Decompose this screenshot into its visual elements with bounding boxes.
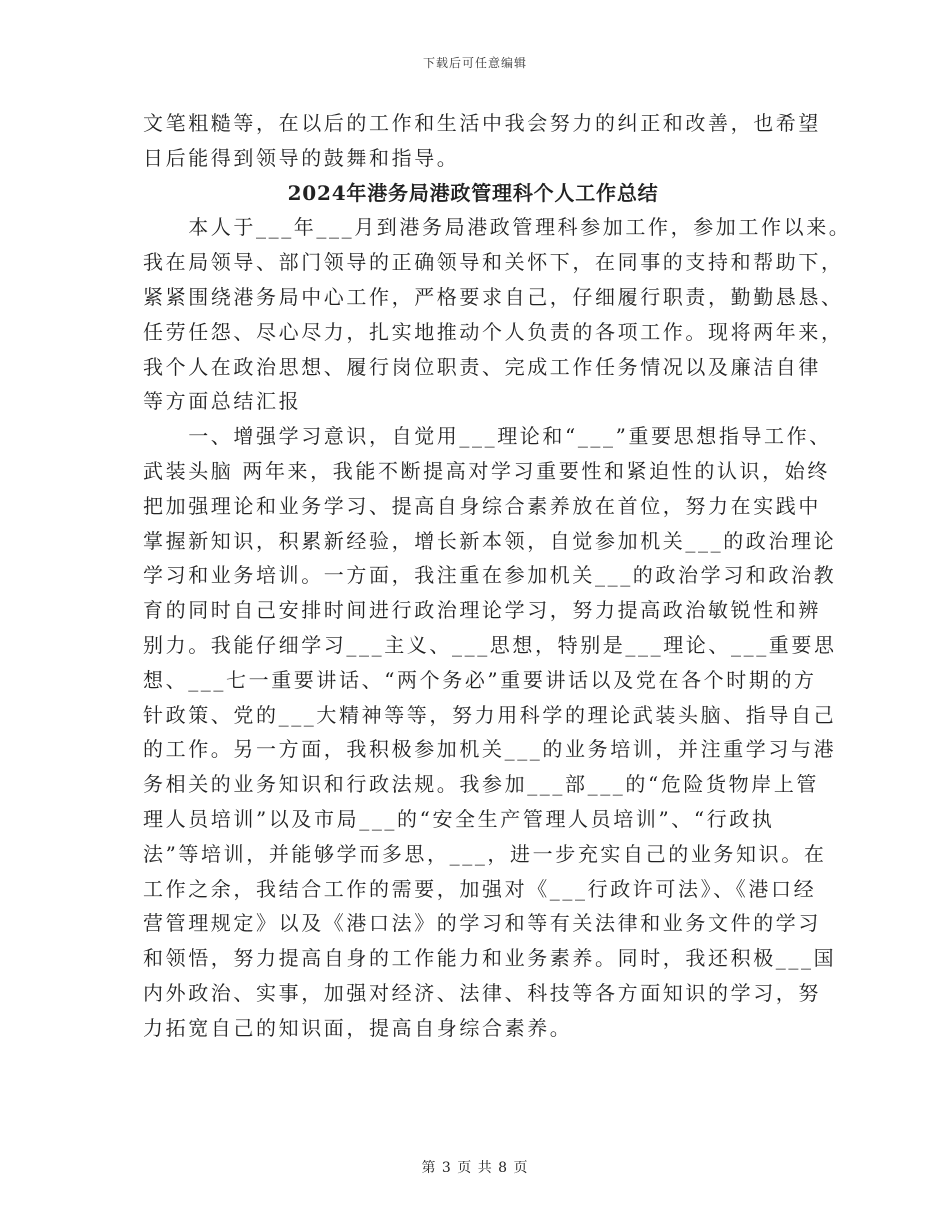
text-line: 工作之余，我结合工作的需要，加强对《___行政许可法》、《港口经 (143, 876, 817, 901)
text-line: 别力。我能仔细学习___主义、___思想，特别是___理论、___重要思 (143, 632, 837, 657)
page-header: 下载后可任意编辑 (422, 56, 527, 70)
text-line: 务相关的业务知识和行政法规。我参加___部___的“危险货物岸上管 (143, 772, 820, 797)
text-line: 武装头脑 两年来，我能不断提高对学习重要性和紧迫性的认识，始终 (143, 458, 830, 483)
text-line: 的工作。另一方面，我积极参加机关___的业务培训，并注重学习与港 (143, 737, 837, 762)
text-line: 想、___七一重要讲话、“两个务必”重要讲话以及党在各个时期的方 (143, 667, 817, 692)
document-title: 2024年港务局港政管理科个人工作总结 (287, 180, 659, 205)
text-line: 掌握新知识，积累新经验，增长新本领，自觉参加机关___的政治理论 (143, 528, 837, 553)
text-line: 育的同时自己安排时间进行政治理论学习，努力提高政治敏锐性和辨 (143, 598, 821, 623)
text-line: 针政策、党的___大精神等等，努力用科学的理论武装头脑、指导自己 (143, 702, 837, 727)
text-line: 理人员培训”以及市局___的“安全生产管理人员培训”、“行政执 (143, 806, 775, 831)
text-line: 我在局领导、部门领导的正确领导和关怀下，在同事的支持和帮助下， (143, 250, 844, 275)
text-line: 内外政治、实事，加强对经济、法律、科技等各方面知识的学习，努 (143, 980, 821, 1005)
text-line: 日后能得到领导的鼓舞和指导。 (143, 145, 460, 170)
text-line: 力拓宽自己的知识面，提高自身综合素养。 (143, 1015, 573, 1040)
page-footer: 第 3 页 共 8 页 (421, 1160, 529, 1176)
text-line: 学习和业务培训。一方面，我注重在参加机关___的政治学习和政治教 (143, 563, 837, 588)
text-line: 本人于___年___月到港务局港政管理科参加工作，参加工作以来。 (143, 215, 852, 240)
text-line: 等方面总结汇报 (143, 389, 302, 414)
text-line: 我个人在政治思想、履行岗位职责、完成工作任务情况以及廉洁自律 (143, 354, 821, 379)
text-line: 营管理规定》以及《港口法》的学习和等有关法律和业务文件的学习 (143, 911, 821, 936)
document-body (143, 106, 852, 1046)
text-line: 任劳任怨、尽心尽力，扎实地推动个人负责的各项工作。现将两年来， (143, 319, 844, 344)
text-line: 紧紧围绕港务局中心工作，严格要求自己，仔细履行职责，勤勤恳恳、 (143, 284, 844, 309)
text-line: 把加强理论和业务学习、提高自身综合素养放在首位，努力在实践中 (143, 493, 821, 518)
text-line: 一、增强学习意识，自觉用___理论和“___”重要思想指导工作、 (143, 424, 832, 449)
text-line: 法”等培训，并能够学而多思，___，进一步充实自己的业务知识。在 (143, 841, 827, 866)
text-line: 文笔粗糙等，在以后的工作和生活中我会努力的纠正和改善，也希望 (143, 111, 821, 135)
text-line: 和领悟，努力提高自身的工作能力和业务素养。同时，我还积极___国 (143, 946, 837, 971)
